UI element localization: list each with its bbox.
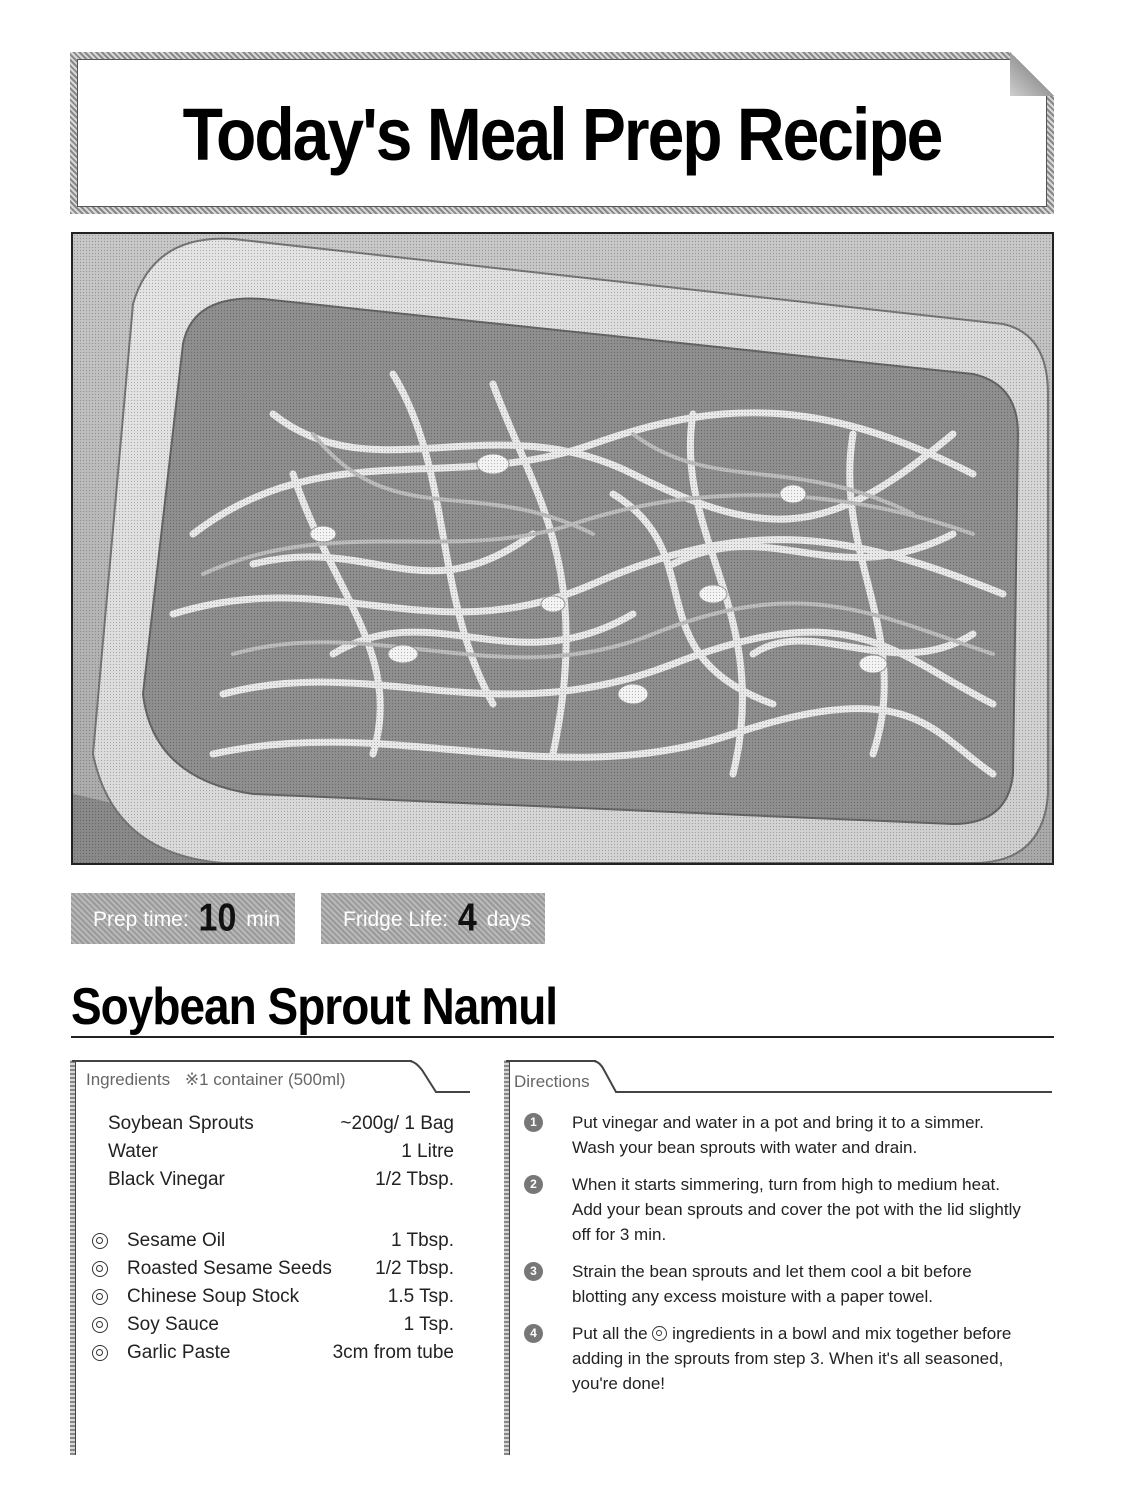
ingredients-yield-note: ※1 container (500ml) xyxy=(184,1070,346,1089)
ingredient-amount: 3cm from tube xyxy=(332,1342,454,1363)
ingredient-name: Roasted Sesame Seeds xyxy=(127,1258,332,1279)
step-number: 3 xyxy=(524,1262,543,1281)
prep-time-label: Prep time: xyxy=(93,908,189,931)
seasoning-row xyxy=(92,1339,454,1367)
double-circle-icon xyxy=(92,1345,108,1361)
ingredients-tab-top xyxy=(72,1060,412,1062)
step-text: When it starts simmering, turn from high to medium heat. Add your bean sprouts and cover the pot with the lid slightly off for 3 min. xyxy=(572,1175,1021,1244)
seasoning-row xyxy=(92,1255,454,1283)
fridge-life-label: Fridge Life: xyxy=(343,908,449,931)
ingredient-name: Soybean Sprouts xyxy=(108,1113,254,1134)
directions-tab-label: Directions xyxy=(514,1072,590,1091)
ingredient-row xyxy=(108,1138,454,1166)
directions-list xyxy=(524,1110,1024,1408)
ingredient-amount: 1/2 Tbsp. xyxy=(375,1258,454,1279)
ingredient-name: Water xyxy=(108,1141,158,1162)
ingredient-name: Black Vinegar xyxy=(108,1169,225,1190)
step-text: Put vinegar and water in a pot and bring it to a simmer. Wash your bean sprouts with water and drain. xyxy=(572,1113,985,1157)
ingredient-amount: 1.5 Tsp. xyxy=(387,1286,454,1307)
ingredients-tab-corner xyxy=(408,1060,472,1096)
double-circle-icon xyxy=(92,1261,108,1277)
ingredient-amount: ~200g/ 1 Bag xyxy=(340,1113,454,1134)
directions-tab-corner xyxy=(592,1060,1054,1096)
ingredients-tab-label xyxy=(86,1070,346,1090)
ingredient-amount: 1 Tsp. xyxy=(403,1314,454,1335)
step-number: 4 xyxy=(524,1324,543,1343)
directions-panel-border xyxy=(504,1060,510,1455)
step-number: 2 xyxy=(524,1175,543,1194)
ingredient-amount: 1/2 Tbsp. xyxy=(375,1169,454,1190)
direction-step xyxy=(524,1110,1024,1160)
seasoning-ingredients-list xyxy=(92,1227,454,1367)
seasoning-row xyxy=(92,1227,454,1255)
ingredient-name: Soy Sauce xyxy=(127,1314,219,1335)
direction-step xyxy=(524,1321,1024,1396)
sprouts-container-illustration xyxy=(73,234,1052,863)
step-text-after: ingredients in a bowl and mix together before adding in the sprouts from step 3. When it's all seasoned, you're done! xyxy=(572,1324,1012,1393)
prep-time-unit: min xyxy=(246,908,281,931)
step-text: Strain the bean sprouts and let them cool a bit before blotting any excess moisture with a paper towel. xyxy=(572,1262,972,1306)
ingredients-tab-title: Ingredients xyxy=(86,1070,171,1089)
direction-step xyxy=(524,1172,1024,1247)
prep-time-badge xyxy=(71,893,295,944)
recipe-title: Soybean Sprout Namul xyxy=(71,977,558,1036)
seasoning-row xyxy=(92,1283,454,1311)
ingredient-amount: 1 Litre xyxy=(401,1141,454,1162)
double-circle-icon xyxy=(92,1317,108,1333)
fridge-life-badge xyxy=(321,893,545,944)
ingredient-name: Sesame Oil xyxy=(127,1230,226,1251)
double-circle-icon xyxy=(92,1233,108,1249)
direction-step xyxy=(524,1259,1024,1309)
recipe-photo xyxy=(71,232,1054,865)
ingredient-amount: 1 Tbsp. xyxy=(390,1230,454,1251)
ingredients-panel-border xyxy=(70,1060,76,1455)
folded-corner xyxy=(1010,52,1054,96)
title-box xyxy=(70,52,1054,214)
ingredient-name: Chinese Soup Stock xyxy=(127,1286,300,1307)
step-text-before: Put all the xyxy=(572,1324,648,1343)
fridge-life-unit: days xyxy=(486,908,532,931)
title-underline xyxy=(71,1036,1054,1038)
seasoning-row xyxy=(92,1311,454,1339)
step-number: 1 xyxy=(524,1113,543,1132)
page-title: Today's Meal Prep Recipe xyxy=(182,92,942,176)
prep-time-value: 10 xyxy=(198,896,237,940)
ingredient-name: Garlic Paste xyxy=(127,1342,231,1363)
directions-tab-top xyxy=(506,1060,596,1062)
step-text xyxy=(572,1321,1024,1396)
ingredient-row xyxy=(108,1166,454,1194)
main-ingredients-list xyxy=(108,1110,454,1194)
ingredient-row xyxy=(108,1110,454,1138)
double-circle-icon xyxy=(652,1326,667,1341)
fridge-life-value: 4 xyxy=(457,896,477,940)
title-panel xyxy=(77,59,1047,207)
double-circle-icon xyxy=(92,1289,108,1305)
